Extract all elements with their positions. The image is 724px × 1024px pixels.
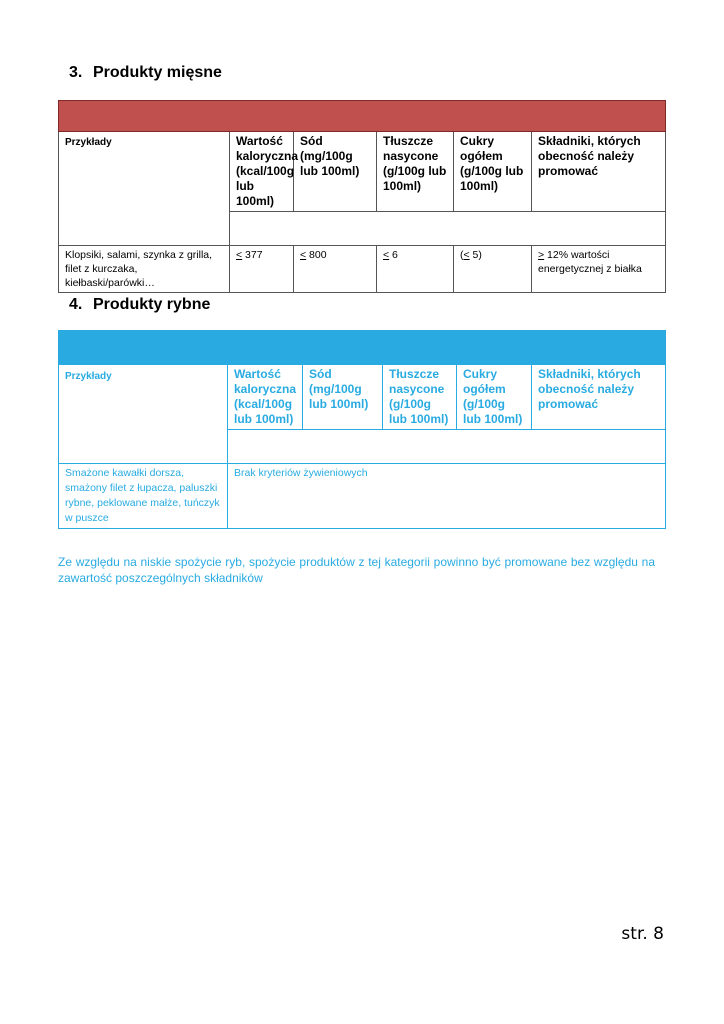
cell-promote: > 12% wartości energetycznej z białka: [532, 246, 666, 293]
header-saturated-fat: Tłuszcze nasycone (g/100g lub 100ml): [377, 132, 454, 212]
section-4-title: Produkty rybne: [93, 296, 211, 313]
cell-saturated-fat: < 6: [377, 246, 454, 293]
section-3-number: 3.: [69, 64, 83, 81]
cell-criteria: Brak kryteriów żywieniowych: [228, 464, 666, 529]
section-3-heading: [69, 64, 222, 82]
cell-sugars: (< 5): [454, 246, 532, 293]
table-row: [59, 246, 666, 293]
header-calories: Wartość kaloryczna (kcal/100g lub 100ml): [230, 132, 294, 212]
meat-table-color-band: [59, 101, 666, 132]
section-4-number: 4.: [69, 296, 83, 313]
header-saturated-fat: Tłuszcze nasycone (g/100g lub 100ml): [383, 365, 457, 430]
header-sodium: Sód (mg/100g lub 100ml): [294, 132, 377, 212]
cell-calories: < 377: [230, 246, 294, 293]
table-row: [59, 464, 666, 529]
page-number: str. 8: [621, 924, 664, 944]
header-sugars: Cukry ogółem (g/100g lub 100ml): [454, 132, 532, 212]
header-examples: Przykłady: [59, 365, 228, 464]
cell-examples: Smażone kawałki dorsza, smażony filet z łupacza, paluszki rybne, peklowane małże, tuńczyk w puszce: [59, 464, 228, 529]
meat-table-header-row: [59, 132, 666, 212]
fish-note: Ze względu na niskie spożycie ryb, spożycie produktów z tej kategorii powinno być promowane bez względu na zawartość poszczególnych składników: [58, 555, 655, 585]
header-sodium: Sód (mg/100g lub 100ml): [303, 365, 383, 430]
header-sugars: Cukry ogółem (g/100g lub 100ml): [457, 365, 532, 430]
header-promote: Składniki, których obecność należy promować: [532, 132, 666, 212]
header-calories: Wartość kaloryczna (kcal/100g lub 100ml): [228, 365, 303, 430]
fish-table-header-row: [59, 365, 666, 430]
fish-products-table: [58, 330, 666, 529]
meat-products-table: [58, 100, 666, 293]
fish-table-color-band: [59, 331, 666, 365]
header-promote: Składniki, których obecność należy promować: [532, 365, 666, 430]
section-4-heading: [69, 296, 210, 314]
cell-sodium: < 800: [294, 246, 377, 293]
header-examples: Przykłady: [59, 132, 230, 246]
cell-examples: Klopsiki, salami, szynka z grilla, filet z kurczaka, kiełbaski/parówki…: [59, 246, 230, 293]
section-3-title: Produkty mięsne: [93, 64, 222, 81]
